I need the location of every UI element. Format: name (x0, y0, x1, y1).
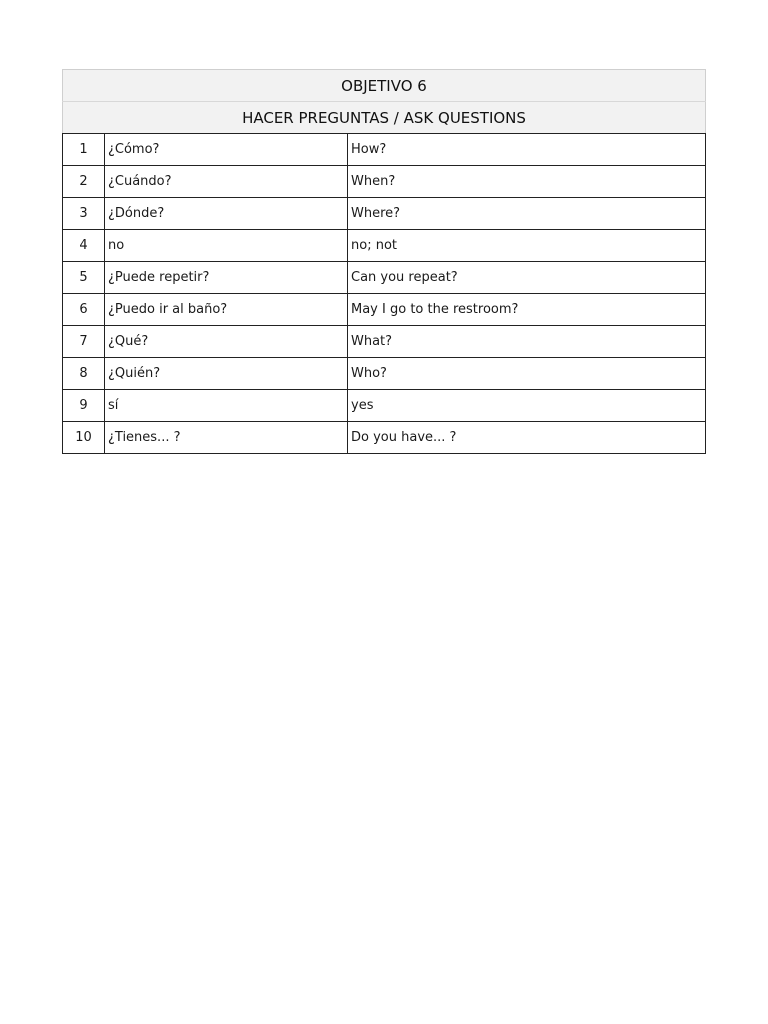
spanish-term: ¿Puede repetir? (105, 262, 348, 294)
row-number: 8 (63, 358, 105, 390)
english-term: no; not (348, 230, 706, 262)
spanish-term: ¿Puedo ir al baño? (105, 294, 348, 326)
table-row (63, 326, 706, 358)
table-row (63, 134, 706, 166)
row-number: 9 (63, 390, 105, 422)
spanish-term: ¿Qué? (105, 326, 348, 358)
table-row (63, 230, 706, 262)
table-row (63, 262, 706, 294)
row-number: 10 (63, 422, 105, 454)
vocabulary-table (62, 69, 706, 454)
spanish-term: ¿Quién? (105, 358, 348, 390)
english-term: Do you have... ? (348, 422, 706, 454)
table-subtitle: HACER PREGUNTAS / ASK QUESTIONS (63, 102, 706, 134)
table-row (63, 198, 706, 230)
row-number: 4 (63, 230, 105, 262)
row-number: 7 (63, 326, 105, 358)
english-term: When? (348, 166, 706, 198)
spanish-term: ¿Tienes... ? (105, 422, 348, 454)
spanish-term: ¿Dónde? (105, 198, 348, 230)
spanish-term: ¿Cuándo? (105, 166, 348, 198)
subtitle-row (63, 102, 706, 134)
row-number: 5 (63, 262, 105, 294)
english-term: Who? (348, 358, 706, 390)
row-number: 6 (63, 294, 105, 326)
table-row (63, 166, 706, 198)
english-term: Where? (348, 198, 706, 230)
table-title: OBJETIVO 6 (63, 70, 706, 102)
spanish-term: no (105, 230, 348, 262)
english-term: What? (348, 326, 706, 358)
english-term: How? (348, 134, 706, 166)
table-row (63, 294, 706, 326)
table-row (63, 358, 706, 390)
row-number: 2 (63, 166, 105, 198)
english-term: Can you repeat? (348, 262, 706, 294)
spanish-term: ¿Cómo? (105, 134, 348, 166)
english-term: May I go to the restroom? (348, 294, 706, 326)
table-row (63, 390, 706, 422)
row-number: 1 (63, 134, 105, 166)
english-term: yes (348, 390, 706, 422)
row-number: 3 (63, 198, 105, 230)
spanish-term: sí (105, 390, 348, 422)
table-row (63, 422, 706, 454)
title-row (63, 70, 706, 102)
